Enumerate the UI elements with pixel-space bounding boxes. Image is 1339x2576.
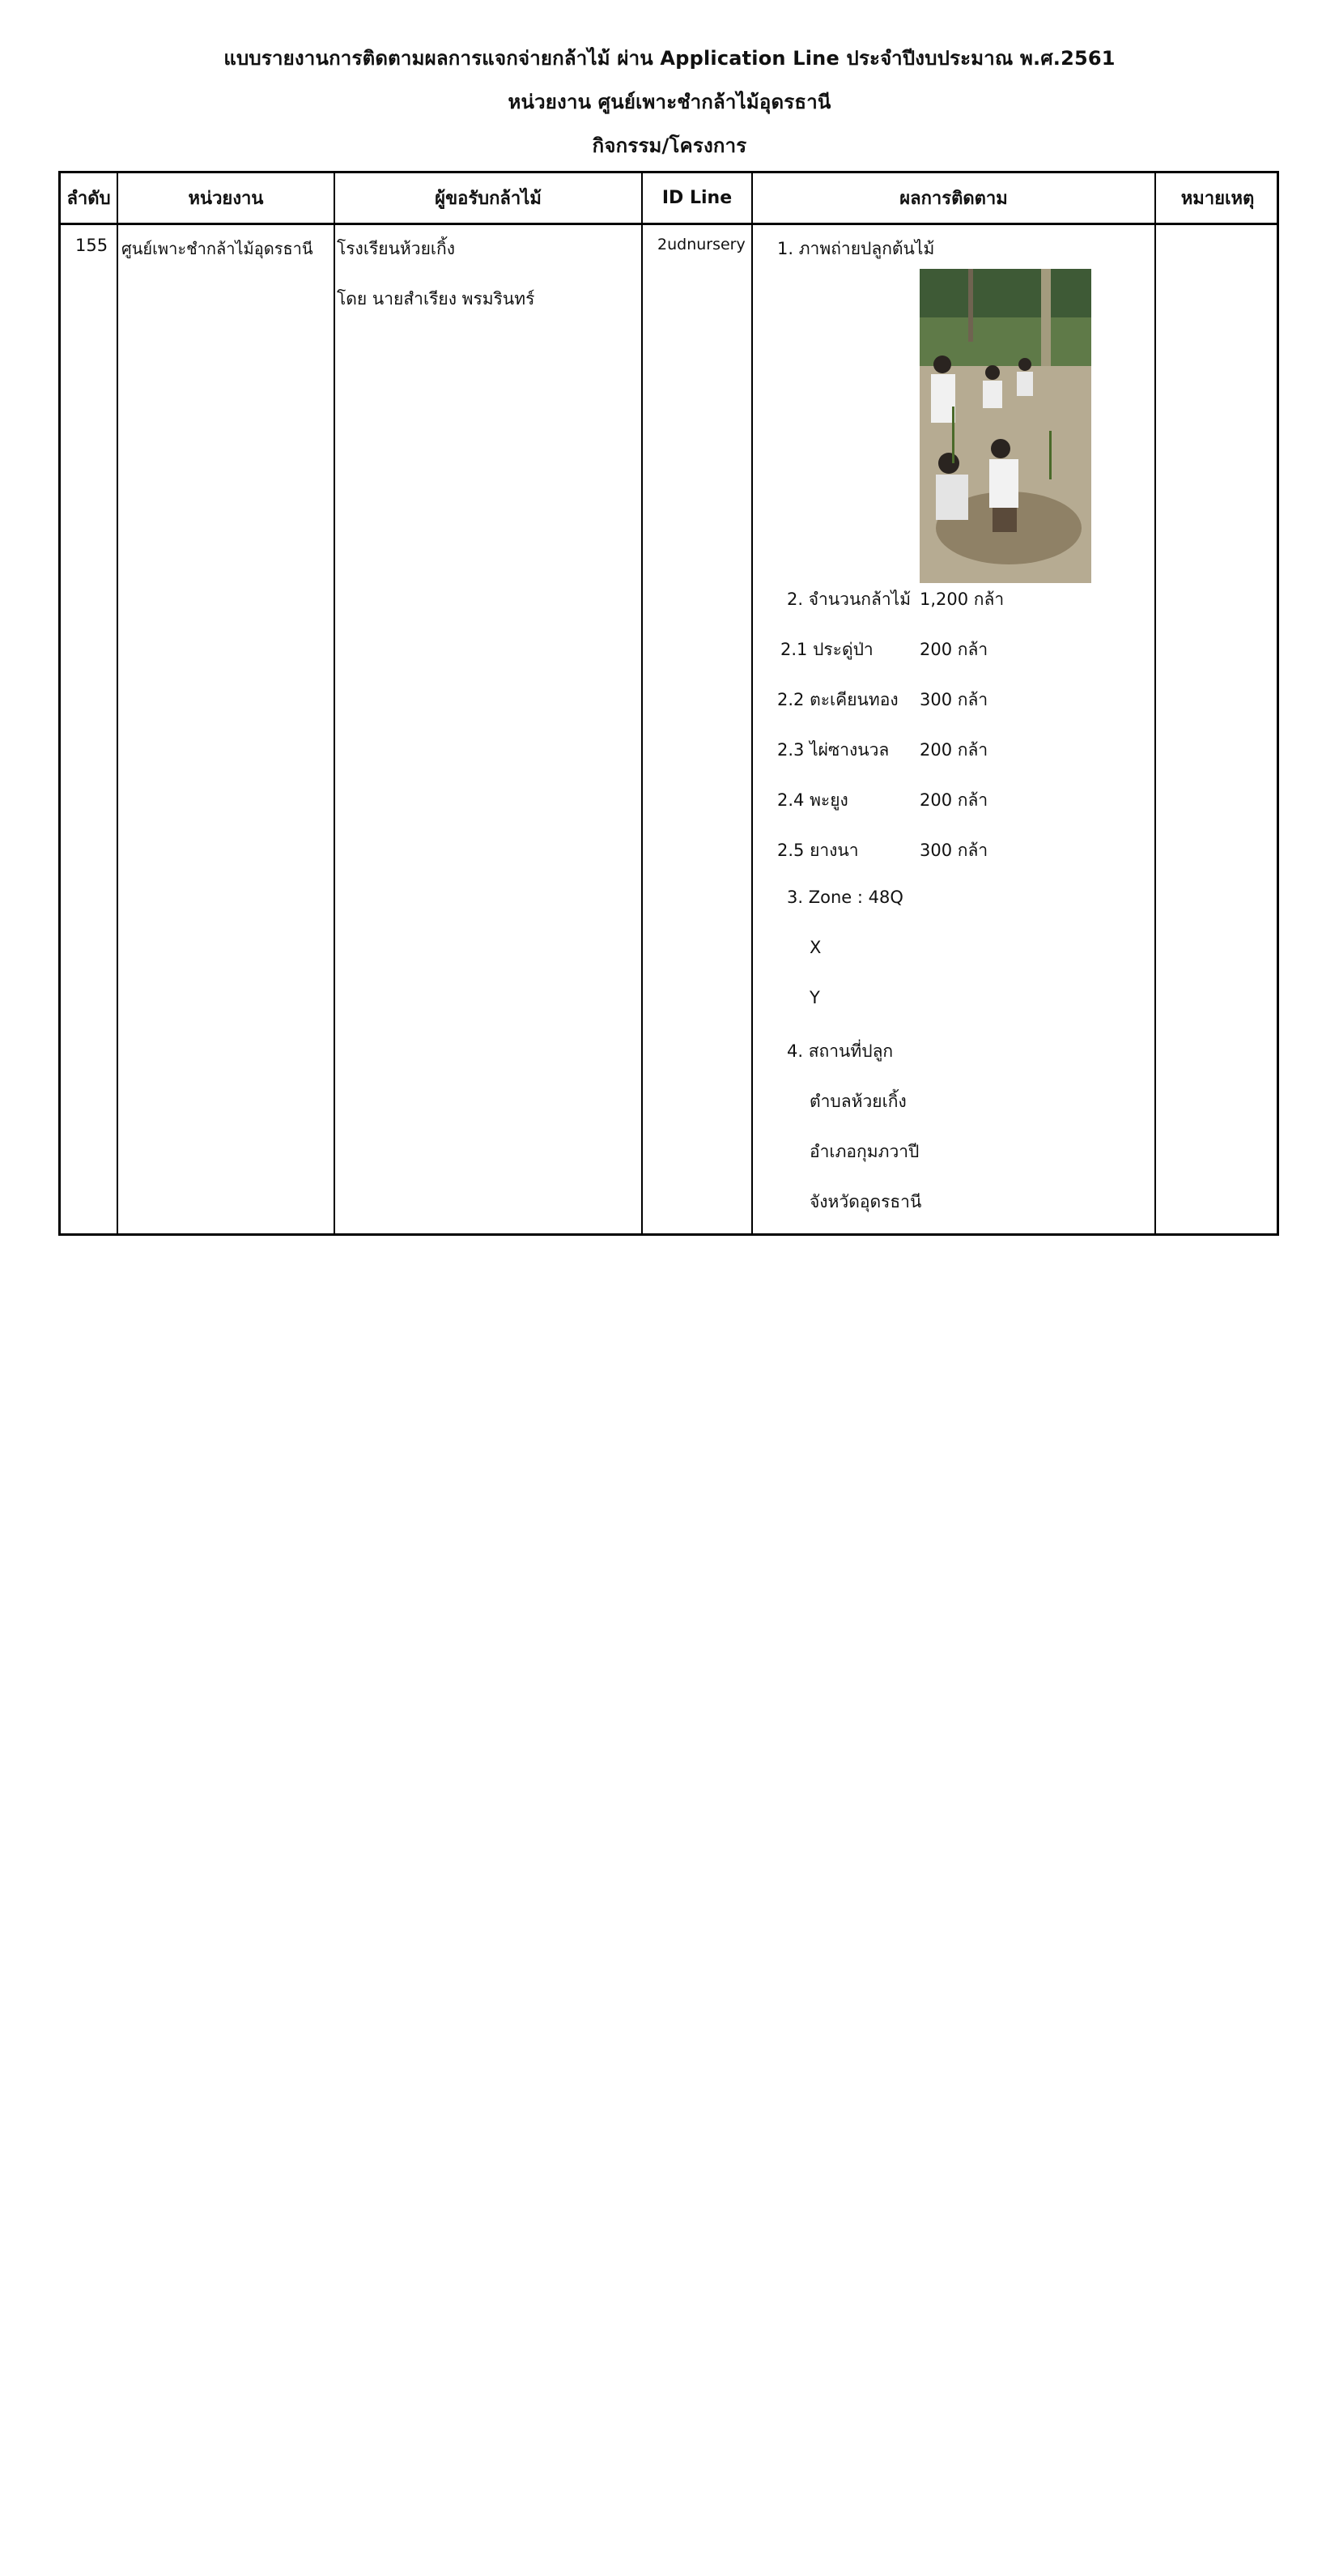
column-header-no: ลำดับ bbox=[66, 189, 111, 209]
species-label: 2.3 ไผ่ซางนวล bbox=[777, 740, 890, 760]
column-divider bbox=[641, 173, 643, 1233]
recipient-person: โดย นายสำเรียง พรมรินทร์ bbox=[337, 289, 535, 309]
row-number: 155 bbox=[75, 236, 108, 255]
species-value: 300 กล้า bbox=[920, 841, 988, 860]
planting-photo bbox=[920, 269, 1091, 583]
species-label: 2.4 พะยูง bbox=[777, 790, 848, 810]
species-value: 200 กล้า bbox=[920, 640, 988, 659]
agency-title: หน่วยงาน ศูนย์เพาะชำกล้าไม้อุดรธานี bbox=[508, 91, 831, 113]
planting-location-label: 4. สถานที่ปลูก bbox=[787, 1041, 894, 1061]
column-header-remark: หมายเหตุ bbox=[1180, 189, 1255, 209]
column-divider bbox=[751, 173, 753, 1233]
species-label: 2.1 ประดู่ป่า bbox=[780, 640, 874, 659]
province: จังหวัดอุดรธานี bbox=[810, 1192, 922, 1211]
species-value: 200 กล้า bbox=[920, 790, 988, 810]
coordinate-x-label: X bbox=[810, 938, 822, 957]
species-value: 300 กล้า bbox=[920, 690, 988, 709]
report-title: แบบรายงานการติดตามผลการแจกจ่ายกล้าไม้ ผ่าน Application Line ประจำปีงบประมาณ พ.ศ.2561 bbox=[223, 47, 1116, 70]
column-divider bbox=[117, 173, 118, 1233]
species-value: 200 กล้า bbox=[920, 740, 988, 760]
seedling-count-value: 1,200 กล้า bbox=[920, 590, 1005, 609]
column-divider bbox=[1154, 173, 1156, 1233]
species-label: 2.2 ตะเคียนทอง bbox=[777, 690, 899, 709]
column-header-result: ผลการติดตาม bbox=[899, 189, 1008, 209]
activity-title: กิจกรรม/โครงการ bbox=[592, 134, 747, 157]
seedling-count-label: 2. จำนวนกล้าไม้ bbox=[787, 590, 912, 609]
subdistrict: ตำบลห้วยเกิ้ง bbox=[810, 1092, 907, 1111]
column-header-id-line: ID Line bbox=[661, 188, 733, 208]
row-agency: ศูนย์เพาะชำกล้าไม้อุดรธานี bbox=[121, 239, 313, 258]
row-id-line: 2udnursery bbox=[657, 236, 746, 253]
column-divider bbox=[334, 173, 335, 1233]
header-divider bbox=[61, 223, 1277, 225]
report-table bbox=[58, 171, 1279, 1236]
zone-label: 3. Zone : 48Q bbox=[787, 888, 903, 907]
species-label: 2.5 ยางนา bbox=[777, 841, 859, 860]
district: อำเภอกุมภวาปี bbox=[810, 1142, 920, 1161]
result-photo-label: 1. ภาพถ่ายปลูกต้นไม้ bbox=[777, 239, 935, 258]
recipient-school: โรงเรียนห้วยเกิ้ง bbox=[337, 239, 456, 258]
coordinate-y-label: Y bbox=[810, 988, 820, 1007]
column-header-agency: หน่วยงาน bbox=[188, 189, 264, 209]
column-header-recipient: ผู้ขอรับกล้าไม้ bbox=[435, 189, 542, 209]
